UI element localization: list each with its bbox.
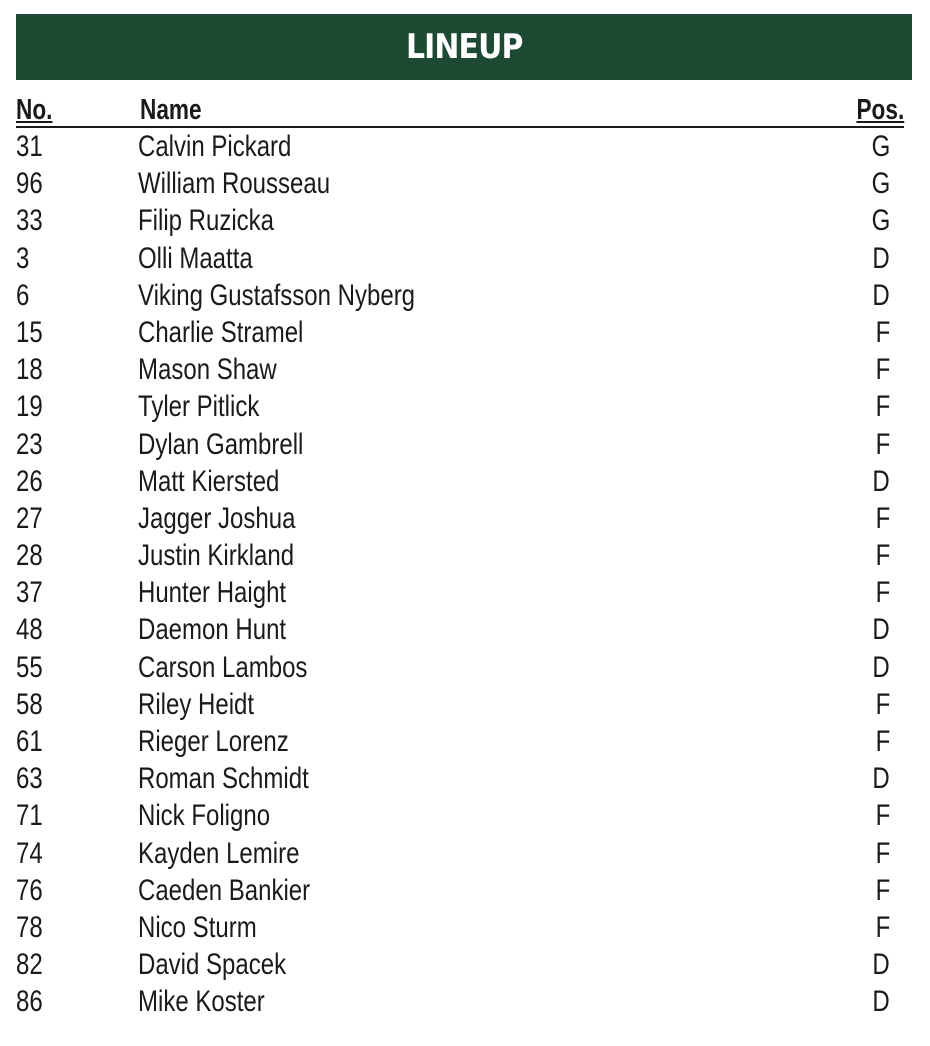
player-position: F	[875, 725, 890, 758]
player-position: F	[875, 687, 890, 721]
table-row	[16, 500, 904, 537]
table-row	[16, 277, 904, 314]
player-number: 78	[16, 910, 43, 944]
player-number: 71	[16, 799, 43, 833]
player-number: 31	[16, 130, 43, 163]
player-position: D	[872, 278, 890, 312]
player-position: F	[875, 353, 890, 387]
player-name: Riley Heidt	[138, 687, 255, 721]
player-name: Nico Sturm	[138, 910, 257, 944]
player-position: D	[872, 985, 890, 1019]
player-position: F	[875, 315, 890, 349]
player-name: Justin Kirkland	[138, 539, 295, 573]
player-position: G	[871, 204, 890, 238]
player-name: Dylan Gambrell	[138, 427, 304, 461]
player-position: D	[872, 464, 890, 498]
player-name: Kayden Lemire	[138, 836, 300, 870]
player-number: 76	[16, 873, 43, 907]
table-row	[16, 686, 904, 723]
table-row	[16, 351, 904, 388]
player-name: Hunter Haight	[138, 576, 287, 610]
player-number: 33	[16, 204, 43, 238]
player-position: D	[872, 613, 890, 647]
column-header-pos: Pos.	[856, 94, 904, 126]
table-body	[16, 128, 904, 1021]
table-row	[16, 760, 904, 797]
table-row	[16, 835, 904, 872]
player-number: 82	[16, 948, 43, 982]
player-position: D	[872, 762, 890, 796]
column-header-no: No.	[16, 94, 53, 126]
player-number: 48	[16, 613, 43, 647]
player-name: Roman Schmidt	[138, 762, 309, 796]
roster-table	[16, 92, 904, 1021]
column-header-name: Name	[140, 94, 202, 126]
player-number: 6	[16, 278, 30, 312]
table-row	[16, 872, 904, 909]
table-row	[16, 983, 904, 1020]
player-position: G	[871, 130, 890, 163]
player-number: 63	[16, 762, 43, 796]
player-name: Mike Koster	[138, 985, 265, 1019]
player-number: 86	[16, 985, 43, 1019]
table-row	[16, 537, 904, 574]
player-name: Carson Lambos	[138, 650, 308, 684]
player-number: 96	[16, 167, 43, 201]
player-name: Filip Ruzicka	[138, 204, 275, 238]
player-name: Charlie Stramel	[138, 315, 304, 349]
table-row	[16, 463, 904, 500]
player-position: F	[875, 910, 890, 944]
player-name: Calvin Pickard	[138, 130, 292, 163]
player-position: G	[871, 167, 890, 201]
player-name: William Rousseau	[138, 167, 331, 201]
player-name: Jagger Joshua	[138, 501, 296, 535]
player-number: 61	[16, 725, 43, 758]
player-number: 15	[16, 315, 43, 349]
player-position: D	[872, 650, 890, 684]
player-position: F	[875, 836, 890, 870]
player-number: 28	[16, 539, 43, 573]
player-position: D	[872, 241, 890, 275]
player-name: David Spacek	[138, 948, 287, 982]
table-row	[16, 165, 904, 202]
player-number: 74	[16, 836, 43, 870]
player-name: Daemon Hunt	[138, 613, 287, 647]
player-number: 26	[16, 464, 43, 498]
player-name: Mason Shaw	[138, 353, 277, 387]
table-row	[16, 723, 904, 760]
player-number: 18	[16, 353, 43, 387]
player-name: Nick Foligno	[138, 799, 271, 833]
player-name: Rieger Lorenz	[138, 725, 289, 758]
table-row	[16, 797, 904, 834]
player-number: 27	[16, 501, 43, 535]
player-name: Matt Kiersted	[138, 464, 280, 498]
player-position: F	[875, 427, 890, 461]
table-header	[16, 92, 904, 128]
table-row	[16, 314, 904, 351]
player-position: F	[875, 539, 890, 573]
table-row	[16, 426, 904, 463]
player-number: 23	[16, 427, 43, 461]
player-position: F	[875, 576, 890, 610]
player-name: Olli Maatta	[138, 241, 253, 275]
player-number: 37	[16, 576, 43, 610]
table-row	[16, 909, 904, 946]
player-position: F	[875, 873, 890, 907]
table-row	[16, 240, 904, 277]
player-name: Caeden Bankier	[138, 873, 311, 907]
player-number: 58	[16, 687, 43, 721]
lineup-banner	[16, 14, 912, 80]
player-number: 3	[16, 241, 30, 275]
table-row	[16, 611, 904, 648]
banner-title: LINEUP	[405, 27, 523, 67]
table-row	[16, 388, 904, 425]
player-position: D	[872, 948, 890, 982]
player-number: 55	[16, 650, 43, 684]
player-name: Tyler Pitlick	[138, 390, 260, 424]
player-number: 19	[16, 390, 43, 424]
table-row	[16, 128, 904, 165]
player-position: F	[875, 390, 890, 424]
table-row	[16, 946, 904, 983]
player-position: F	[875, 799, 890, 833]
player-position: F	[875, 501, 890, 535]
table-row	[16, 574, 904, 611]
player-name: Viking Gustafsson Nyberg	[138, 278, 416, 312]
table-row	[16, 202, 904, 239]
table-row	[16, 649, 904, 686]
